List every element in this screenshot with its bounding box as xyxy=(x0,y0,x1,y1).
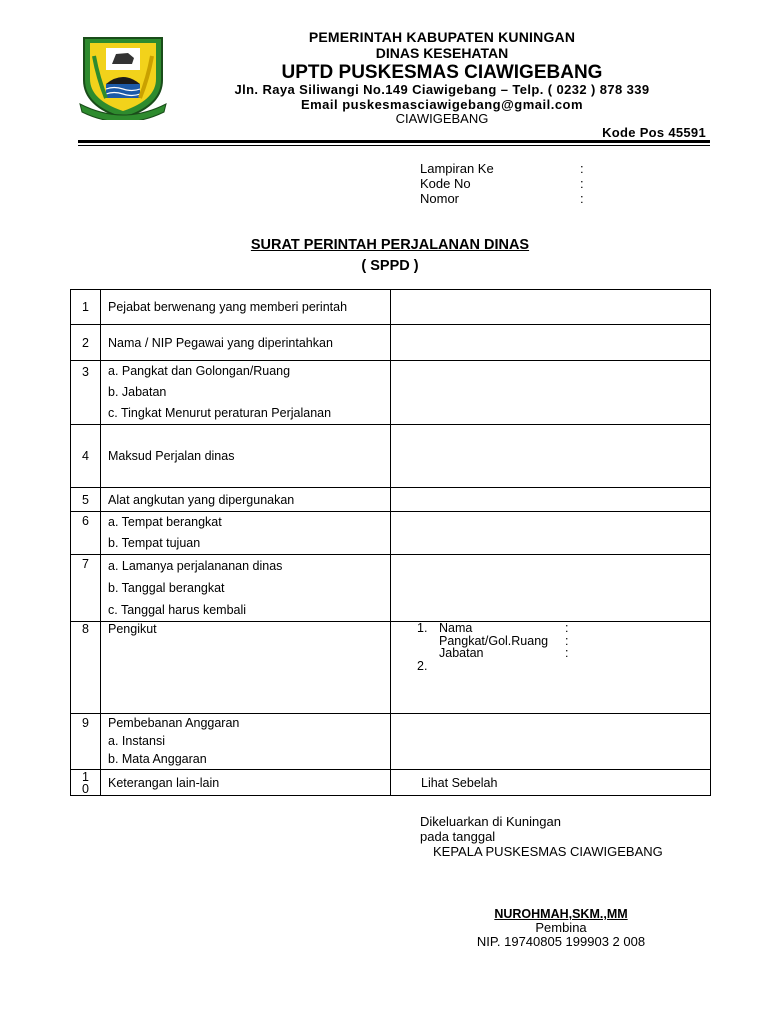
row-label-group xyxy=(101,361,391,425)
meta-nomor xyxy=(420,191,584,206)
row-number: 3 xyxy=(71,361,101,425)
row-number: 7 xyxy=(71,555,101,622)
meta-colon: : xyxy=(580,191,584,206)
row-value-field[interactable] xyxy=(391,425,711,488)
meta-colon: : xyxy=(580,176,584,191)
row-value-field[interactable] xyxy=(391,290,711,325)
row-number: 4 xyxy=(71,425,101,488)
row-label-group xyxy=(101,512,391,555)
document-title-text: SURAT PERINTAH PERJALANAN DINAS xyxy=(250,237,530,253)
pengikut-number: 1. xyxy=(417,621,428,635)
pengikut-entry-2 xyxy=(417,660,710,673)
issued-at: Dikeluarkan di Kuningan xyxy=(420,814,561,829)
letterhead-institution: UPTD PUSKESMAS CIAWIGEBANG xyxy=(281,62,603,83)
row-value-field[interactable] xyxy=(391,512,711,555)
row-label: a. Lamanya perjalananan dinas xyxy=(108,559,283,573)
table-row xyxy=(71,714,711,770)
signatory-nip: NIP. 19740805 199903 2 008 xyxy=(476,934,646,949)
row-number: 1 xyxy=(71,290,101,325)
signatory-position: KEPALA PUSKESMAS CIAWIGEBANG xyxy=(433,844,663,859)
letterhead-city: CIAWIGEBANG xyxy=(395,111,489,126)
signatory-name: NUROHMAH,SKM.,MM xyxy=(494,907,628,921)
row-label: Alat angkutan yang dipergunakan xyxy=(101,488,391,512)
row-label: Pejabat berwenang yang memberi perintah xyxy=(101,290,391,325)
document-subtitle: ( SPPD ) xyxy=(361,258,419,274)
row-label: b. Mata Anggaran xyxy=(108,752,207,766)
row-label: Maksud Perjalan dinas xyxy=(101,425,391,488)
table-row xyxy=(71,555,711,622)
pengikut-colon: : xyxy=(565,633,569,648)
row-label: c. Tanggal harus kembali xyxy=(108,603,247,617)
row-number: 2 xyxy=(71,325,101,361)
signatory-rank: Pembina xyxy=(535,920,587,935)
row-number: 5 xyxy=(71,488,101,512)
letterhead-divider-thick xyxy=(78,140,710,143)
pengikut-colon: : xyxy=(565,646,569,660)
pengikut-label: Pangkat/Gol.Ruang xyxy=(439,633,549,648)
meta-kode-no xyxy=(420,176,584,191)
table-row xyxy=(71,425,711,488)
meta-label: Kode No xyxy=(420,176,471,191)
letterhead-address: Jln. Raya Siliwangi No.149 Ciawigebang – Telp. ( 0232 ) 878 339 xyxy=(234,82,650,97)
meta-label: Nomor xyxy=(420,191,460,206)
pengikut-value[interactable] xyxy=(391,622,711,714)
table-row xyxy=(71,325,711,361)
row-number: 6 xyxy=(71,512,101,555)
pengikut-label: Nama xyxy=(439,621,473,635)
letterhead-department: DINAS KESEHATAN xyxy=(375,45,509,61)
table-row xyxy=(71,290,711,325)
meta-label: Lampiran Ke xyxy=(420,161,494,176)
document-title xyxy=(0,237,768,253)
letterhead-postal-code: Kode Pos 45591 xyxy=(602,125,706,140)
pengikut-number: 2. xyxy=(417,658,428,673)
table-row xyxy=(71,770,711,796)
row-label: b. Tempat tujuan xyxy=(108,536,201,550)
row-number: 8 xyxy=(71,622,101,714)
row-value-field[interactable] xyxy=(391,325,711,361)
row-label: a. Tempat berangkat xyxy=(108,515,222,529)
table-row xyxy=(71,488,711,512)
pengikut-entry-1-position xyxy=(417,647,710,660)
row-value-field[interactable] xyxy=(391,361,711,425)
row-label: b. Jabatan xyxy=(108,385,167,399)
row-value-field[interactable] xyxy=(391,714,711,770)
issued-date: pada tanggal xyxy=(420,829,496,844)
row-label: c. Tingkat Menurut peraturan Perjalanan xyxy=(108,406,332,420)
row-label: Pengikut xyxy=(101,622,391,714)
letterhead-email: Email puskesmasciawigebang@gmail.com xyxy=(300,97,584,112)
row-value-field[interactable]: Lihat Sebelah xyxy=(391,770,711,796)
row-value-field[interactable] xyxy=(391,555,711,622)
meta-colon: : xyxy=(580,161,584,176)
pengikut-colon: : xyxy=(565,621,569,635)
pengikut-entry-1 xyxy=(417,622,710,635)
row-label: Pembebanan Anggaran xyxy=(108,716,240,730)
table-row xyxy=(71,622,711,714)
row-value-field[interactable] xyxy=(391,488,711,512)
pengikut-label: Jabatan xyxy=(439,646,484,660)
row-number: 1 0 xyxy=(71,770,101,796)
table-row xyxy=(71,361,711,425)
letterhead-government: PEMERINTAH KABUPATEN KUNINGAN xyxy=(308,29,576,45)
letterhead-divider-thin xyxy=(78,145,710,146)
row-label-group xyxy=(101,714,391,770)
row-label: Nama / NIP Pegawai yang diperintahkan xyxy=(101,325,391,361)
row-number: 9 xyxy=(71,714,101,770)
row-label: a. Pangkat dan Golongan/Ruang xyxy=(108,364,291,378)
meta-lampiran xyxy=(420,161,584,176)
table-row xyxy=(71,512,711,555)
row-label: a. Instansi xyxy=(108,734,165,748)
sppd-form-table xyxy=(70,289,711,796)
row-label: b. Tanggal berangkat xyxy=(108,581,225,595)
row-label: Keterangan lain-lain xyxy=(101,770,391,796)
row-label-group xyxy=(101,555,391,622)
